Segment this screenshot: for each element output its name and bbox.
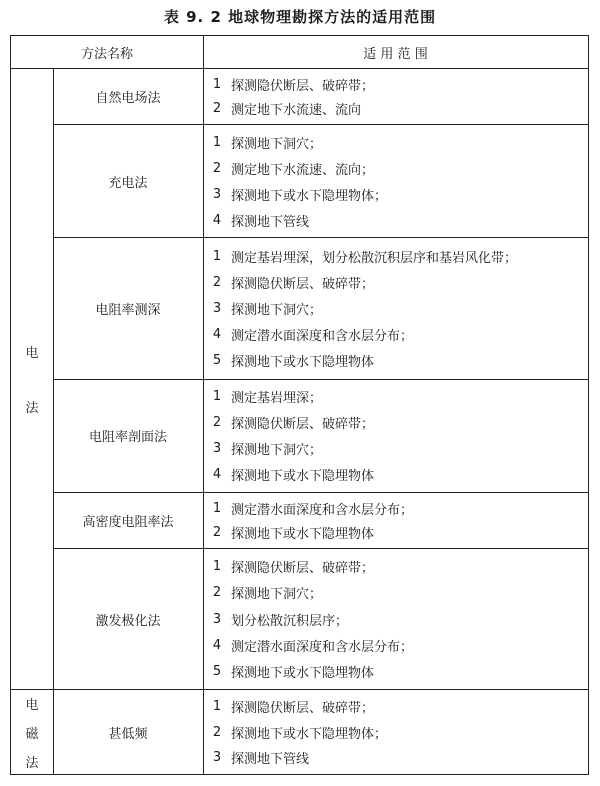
item-number: 1 bbox=[212, 699, 222, 715]
method-name: 电阻率剖面法 bbox=[88, 430, 167, 446]
range-item bbox=[203, 296, 588, 321]
method-row bbox=[53, 379, 588, 492]
item-number: 2 bbox=[212, 585, 222, 601]
item-number: 5 bbox=[212, 664, 222, 680]
method-row bbox=[53, 237, 588, 378]
item-number: 2 bbox=[212, 274, 222, 290]
method-row bbox=[11, 689, 588, 774]
item-number: 3 bbox=[212, 301, 222, 316]
range-item bbox=[203, 607, 588, 632]
item-text: 测定潜水面深度和含水层分布； bbox=[231, 639, 414, 655]
table-title: 表 9. 2 地球物理勘探方法的适用范围 bbox=[163, 8, 437, 26]
category-label bbox=[11, 69, 53, 689]
range-item bbox=[203, 182, 588, 207]
range-list bbox=[203, 125, 588, 237]
item-text: 划分松散沉积层序； bbox=[231, 613, 349, 629]
item-number: 2 bbox=[212, 161, 222, 177]
item-number: 5 bbox=[212, 353, 222, 369]
method-name: 自然电场法 bbox=[95, 91, 161, 107]
item-number: 4 bbox=[212, 637, 222, 653]
item-text: 探测地下或水下隐埋物体； bbox=[231, 726, 388, 742]
range-item bbox=[203, 745, 588, 770]
range-item bbox=[203, 73, 588, 97]
methods-table bbox=[10, 35, 589, 775]
range-item bbox=[203, 410, 588, 435]
range-list bbox=[203, 549, 588, 689]
item-number: 3 bbox=[212, 186, 222, 202]
item-text: 探测地下或水下隐埋物体 bbox=[231, 355, 375, 371]
item-number: 1 bbox=[212, 248, 222, 264]
item-number: 1 bbox=[212, 559, 222, 575]
method-name: 高密度电阻率法 bbox=[82, 514, 174, 530]
category-char: 电 bbox=[25, 697, 39, 713]
range-item bbox=[203, 694, 588, 719]
item-text: 探测地下或水下隐埋物体 bbox=[231, 526, 375, 542]
range-item bbox=[203, 384, 588, 409]
item-number: 2 bbox=[212, 415, 222, 431]
item-text: 探测隐伏断层、破碎带； bbox=[231, 79, 375, 95]
item-text: 探测隐伏断层、破碎带； bbox=[231, 417, 375, 433]
method-row bbox=[53, 548, 588, 689]
header-method: 方法名称 bbox=[80, 46, 133, 62]
item-number: 1 bbox=[212, 77, 222, 93]
item-text: 测定地下水流速、流向 bbox=[231, 103, 362, 119]
range-item bbox=[203, 244, 588, 269]
range-item bbox=[203, 580, 588, 605]
item-text: 测定基岩埋深； bbox=[231, 391, 323, 407]
range-item bbox=[203, 130, 588, 155]
range-item bbox=[203, 156, 588, 181]
range-item bbox=[203, 554, 588, 579]
item-text: 探测地下洞穴； bbox=[231, 137, 323, 153]
range-item bbox=[203, 270, 588, 295]
item-number: 1 bbox=[212, 500, 222, 516]
method-row bbox=[53, 124, 588, 237]
method-name: 激发极化法 bbox=[95, 613, 161, 629]
method-row bbox=[53, 492, 588, 548]
item-number: 2 bbox=[212, 101, 222, 117]
category-char: 电 bbox=[25, 346, 39, 362]
item-number: 4 bbox=[212, 212, 222, 228]
range-list bbox=[203, 69, 588, 124]
item-number: 2 bbox=[212, 724, 222, 740]
category-block bbox=[11, 68, 53, 689]
range-item bbox=[203, 659, 588, 684]
category-char: 法 bbox=[25, 401, 39, 417]
range-item bbox=[203, 348, 588, 373]
range-item bbox=[203, 520, 588, 544]
item-number: 3 bbox=[212, 440, 222, 456]
item-text: 探测地下或水下隐埋物体 bbox=[231, 666, 375, 682]
range-list bbox=[203, 493, 588, 548]
item-text: 测定基岩埋深，划分松散沉积层序和基岩风化带； bbox=[231, 250, 518, 266]
item-number: 2 bbox=[212, 524, 222, 540]
range-item bbox=[203, 436, 588, 461]
category-char: 法 bbox=[25, 755, 39, 771]
range-item bbox=[203, 208, 588, 233]
method-name: 甚低频 bbox=[108, 726, 148, 742]
item-text: 探测地下或水下隐埋物体 bbox=[231, 468, 375, 484]
item-text: 探测地下洞穴； bbox=[231, 442, 323, 458]
item-text: 测定潜水面深度和含水层分布； bbox=[231, 329, 414, 345]
item-text: 探测地下洞穴； bbox=[231, 587, 323, 603]
item-text: 探测地下管线 bbox=[231, 751, 310, 767]
item-text: 探测地下管线 bbox=[231, 214, 310, 230]
item-text: 探测隐伏断层、破碎带； bbox=[231, 701, 375, 717]
item-number: 1 bbox=[212, 389, 222, 405]
range-item bbox=[203, 633, 588, 658]
item-text: 探测地下或水下隐埋物体； bbox=[231, 188, 388, 204]
item-text: 探测隐伏断层、破碎带； bbox=[231, 276, 375, 292]
method-row bbox=[11, 68, 588, 124]
item-text: 探测地下洞穴； bbox=[231, 303, 323, 318]
range-list bbox=[203, 238, 588, 378]
header-range: 适 用 范 围 bbox=[363, 46, 428, 62]
item-text: 探测隐伏断层、破碎带； bbox=[231, 561, 375, 577]
range-item bbox=[203, 462, 588, 487]
item-number: 4 bbox=[212, 466, 222, 482]
range-list bbox=[203, 690, 588, 774]
method-name: 充电法 bbox=[108, 175, 148, 191]
item-number: 4 bbox=[212, 327, 222, 343]
item-text: 测定潜水面深度和含水层分布； bbox=[231, 502, 414, 518]
table-header-row bbox=[11, 36, 588, 68]
method-name: 电阻率测深 bbox=[95, 303, 161, 319]
range-item bbox=[203, 497, 588, 521]
range-item bbox=[203, 720, 588, 745]
item-number: 3 bbox=[212, 749, 222, 765]
item-number: 3 bbox=[212, 611, 222, 627]
item-number: 1 bbox=[212, 135, 222, 151]
range-list bbox=[203, 380, 588, 492]
item-text: 测定地下水流速、流向； bbox=[231, 163, 375, 179]
category-char: 磁 bbox=[25, 726, 39, 742]
range-item bbox=[203, 97, 588, 121]
range-item bbox=[203, 322, 588, 347]
